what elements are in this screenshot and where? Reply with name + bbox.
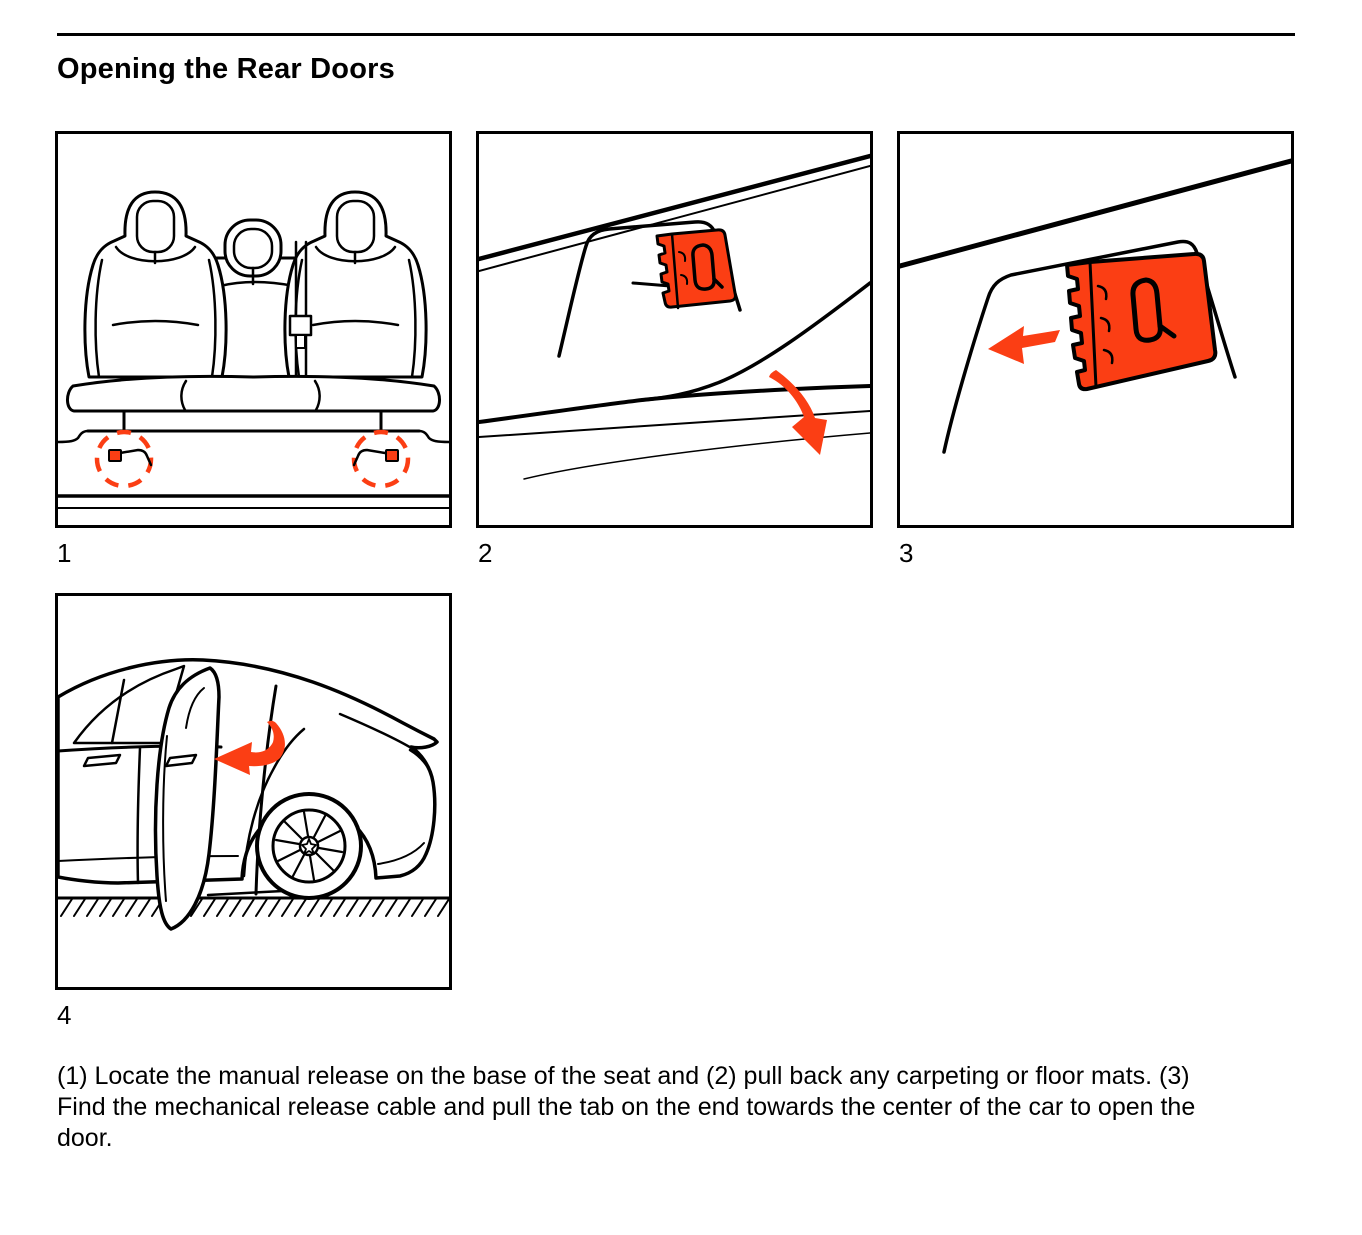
release-tab bbox=[657, 230, 735, 308]
red-arrow-left bbox=[988, 326, 1060, 364]
figure-2 bbox=[476, 131, 873, 566]
figure-row-1 bbox=[55, 131, 1295, 566]
manual-page bbox=[0, 33, 1362, 1154]
figure-1-label: 1 bbox=[57, 538, 72, 568]
dashed-circle-highlights bbox=[97, 432, 408, 486]
open-rear-door-illustration bbox=[55, 593, 452, 990]
ground-hatching bbox=[61, 899, 449, 916]
rear-seats-illustration bbox=[55, 131, 452, 528]
release-tab-large bbox=[1067, 254, 1215, 389]
rear-wheel bbox=[257, 794, 361, 898]
release-cable-illustration bbox=[476, 131, 873, 528]
figure-1 bbox=[55, 131, 452, 566]
figure-4-label: 4 bbox=[57, 1000, 72, 1030]
top-divider bbox=[57, 33, 1295, 36]
pull-release-tab-illustration bbox=[897, 131, 1294, 528]
page-title: Opening the Rear Doors bbox=[57, 53, 395, 85]
figure-3-label: 3 bbox=[899, 538, 914, 568]
figure-2-label: 2 bbox=[478, 538, 493, 568]
instruction-caption: (1) Locate the manual release on the base of the seat and (2) pull back any carpeting or floor mats. (3) Find the mechanical release cable and pull the tab on the end towards the center of the car to open the door. bbox=[57, 1062, 1196, 1152]
figure-row-2 bbox=[55, 593, 1295, 1028]
figure-4 bbox=[55, 593, 452, 1028]
figure-3 bbox=[897, 131, 1294, 566]
